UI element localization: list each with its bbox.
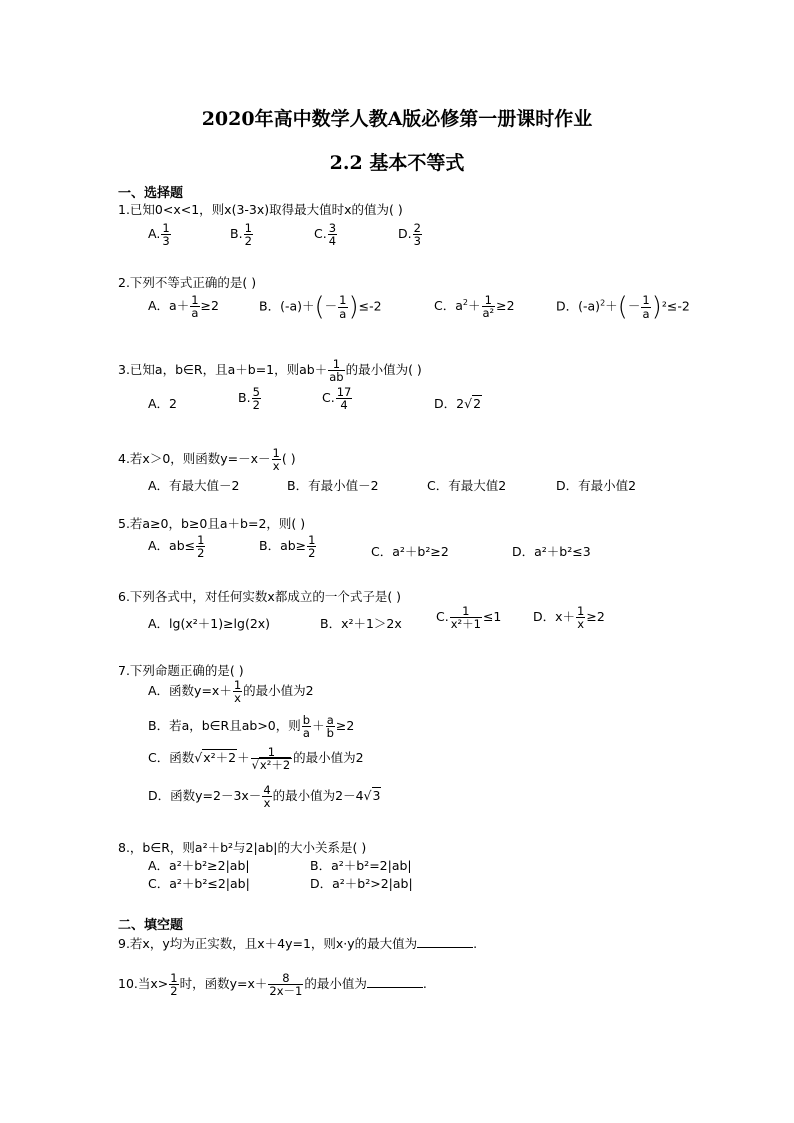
question-6-option-b: B．x²＋1＞2x	[320, 616, 402, 631]
question-5-option-a: A．ab≤ $\frac{1}{2}$	[148, 533, 205, 561]
question-7-option-d: D．函数y=2－3x－ $\frac{4}{x}$ 的最小值为2－4√3	[148, 783, 381, 811]
question-10-stem: 10.当x> $\frac{1}{2}$ 时，函数y=x＋ $\frac{8}{2x-1}$ 的最小值为 .	[118, 971, 427, 999]
question-8-option-d: D．a²＋b²>2|ab|	[310, 876, 413, 891]
page-title: 2020年高中数学人教A版必修第一册课时作业	[201, 108, 593, 130]
question-4-option-c: C．有最大值2	[427, 478, 507, 493]
question-5-option-d: D．a²＋b²≤3	[512, 544, 591, 559]
question-2-stem: 2.下列不等式正确的是( )	[118, 275, 257, 290]
question-8-option-b: B．a²＋b²=2|ab|	[310, 858, 412, 873]
question-8-stem: 8.，b∈R，则a²＋b²与2|ab|的大小关系是( )	[118, 840, 367, 855]
section-title-choice: 一、选择题	[118, 186, 184, 201]
section-title-fill: 二、填空题	[118, 918, 184, 933]
question-9-stem: 9.若x，y均为正实数，且x＋4y=1，则x·y的最大值为 .	[118, 936, 478, 951]
question-1-stem: 1.已知0<x<1，则x(3-3x)取得最大值时x的值为( )	[118, 202, 403, 217]
question-4-option-a: A．有最大值－2	[148, 478, 240, 493]
page-subtitle: 2.2 基本不等式	[329, 152, 465, 174]
question-6-option-c: C. $\frac{1}{\text{x²＋1}}$ ≤1	[436, 604, 502, 632]
question-5-option-b: B．ab≥ $\frac{1}{2}$	[259, 533, 316, 561]
question-6-option-d: D．x＋ $\frac{1}{x}$ ≥2	[533, 604, 605, 632]
answer-blank-9[interactable]	[417, 935, 473, 948]
question-7-option-b: B．若a，b∈R且ab>0，则 $\frac{b}{a}$ ＋ $\frac{a}{b}$ ≥2	[148, 713, 355, 741]
question-3-stem: 3.已知a，b∈R，且a＋b=1，则ab＋ $\frac{1}{ab}$ 的最小值为( )	[118, 357, 422, 385]
question-4-option-b: B．有最小值－2	[287, 478, 379, 493]
question-7-stem: 7.下列命题正确的是( )	[118, 663, 244, 678]
question-1-option-d: D. $\frac{2}{3}$	[398, 221, 421, 249]
question-6-option-a: A．lg(x²＋1)≥lg(2x)	[148, 616, 271, 631]
question-3-option-c: C. $\frac{17}{4}$	[322, 385, 352, 413]
question-3-option-d: D．2√2	[434, 396, 482, 411]
question-5-stem: 5.若a≥0，b≥0且a＋b=2，则( )	[118, 516, 306, 531]
question-1-option-c: C. $\frac{3}{4}$	[314, 221, 337, 249]
question-5-option-c: C．a²＋b²≥2	[371, 544, 449, 559]
question-3-option-a: A．2	[148, 396, 178, 411]
question-8-option-a: A．a²＋b²≥2|ab|	[148, 858, 250, 873]
question-2-option-c: C．$a^2+$ $\frac{1}{\text{a²}}$ ≥2	[434, 293, 515, 321]
question-2-option-d: D．$(-a)^2+(-$ $\frac{1}{a}$ )²≤-2	[556, 292, 690, 322]
question-7-option-a: A．函数y=x＋ $\frac{1}{x}$ 的最小值为2	[148, 678, 314, 706]
answer-blank-10[interactable]	[367, 975, 423, 988]
question-8-option-c: C．a²＋b²≤2|ab|	[148, 876, 250, 891]
question-2-option-b: B．(-a)＋(－ $\frac{1}{a}$ )≤-2	[259, 292, 382, 322]
question-1-option-a: A. $\frac{1}{3}$	[148, 221, 170, 249]
question-3-option-b: B. $\frac{5}{2}$	[238, 385, 260, 413]
question-7-option-c: C．函数√x²＋2＋ $\frac{1}{\text{√x²＋2}}$ 的最小值为2	[148, 745, 364, 773]
question-4-option-d: D．有最小值2	[556, 478, 637, 493]
question-1-option-b: B. $\frac{1}{2}$	[230, 221, 252, 249]
question-2-option-a: A．a＋ $\frac{1}{a}$ ≥2	[148, 293, 219, 321]
question-6-stem: 6.下列各式中，对任何实数x都成立的一个式子是( )	[118, 589, 402, 604]
question-4-stem: 4.若x＞0，则函数y=－x－ $\frac{1}{x}$ ( )	[118, 446, 296, 474]
